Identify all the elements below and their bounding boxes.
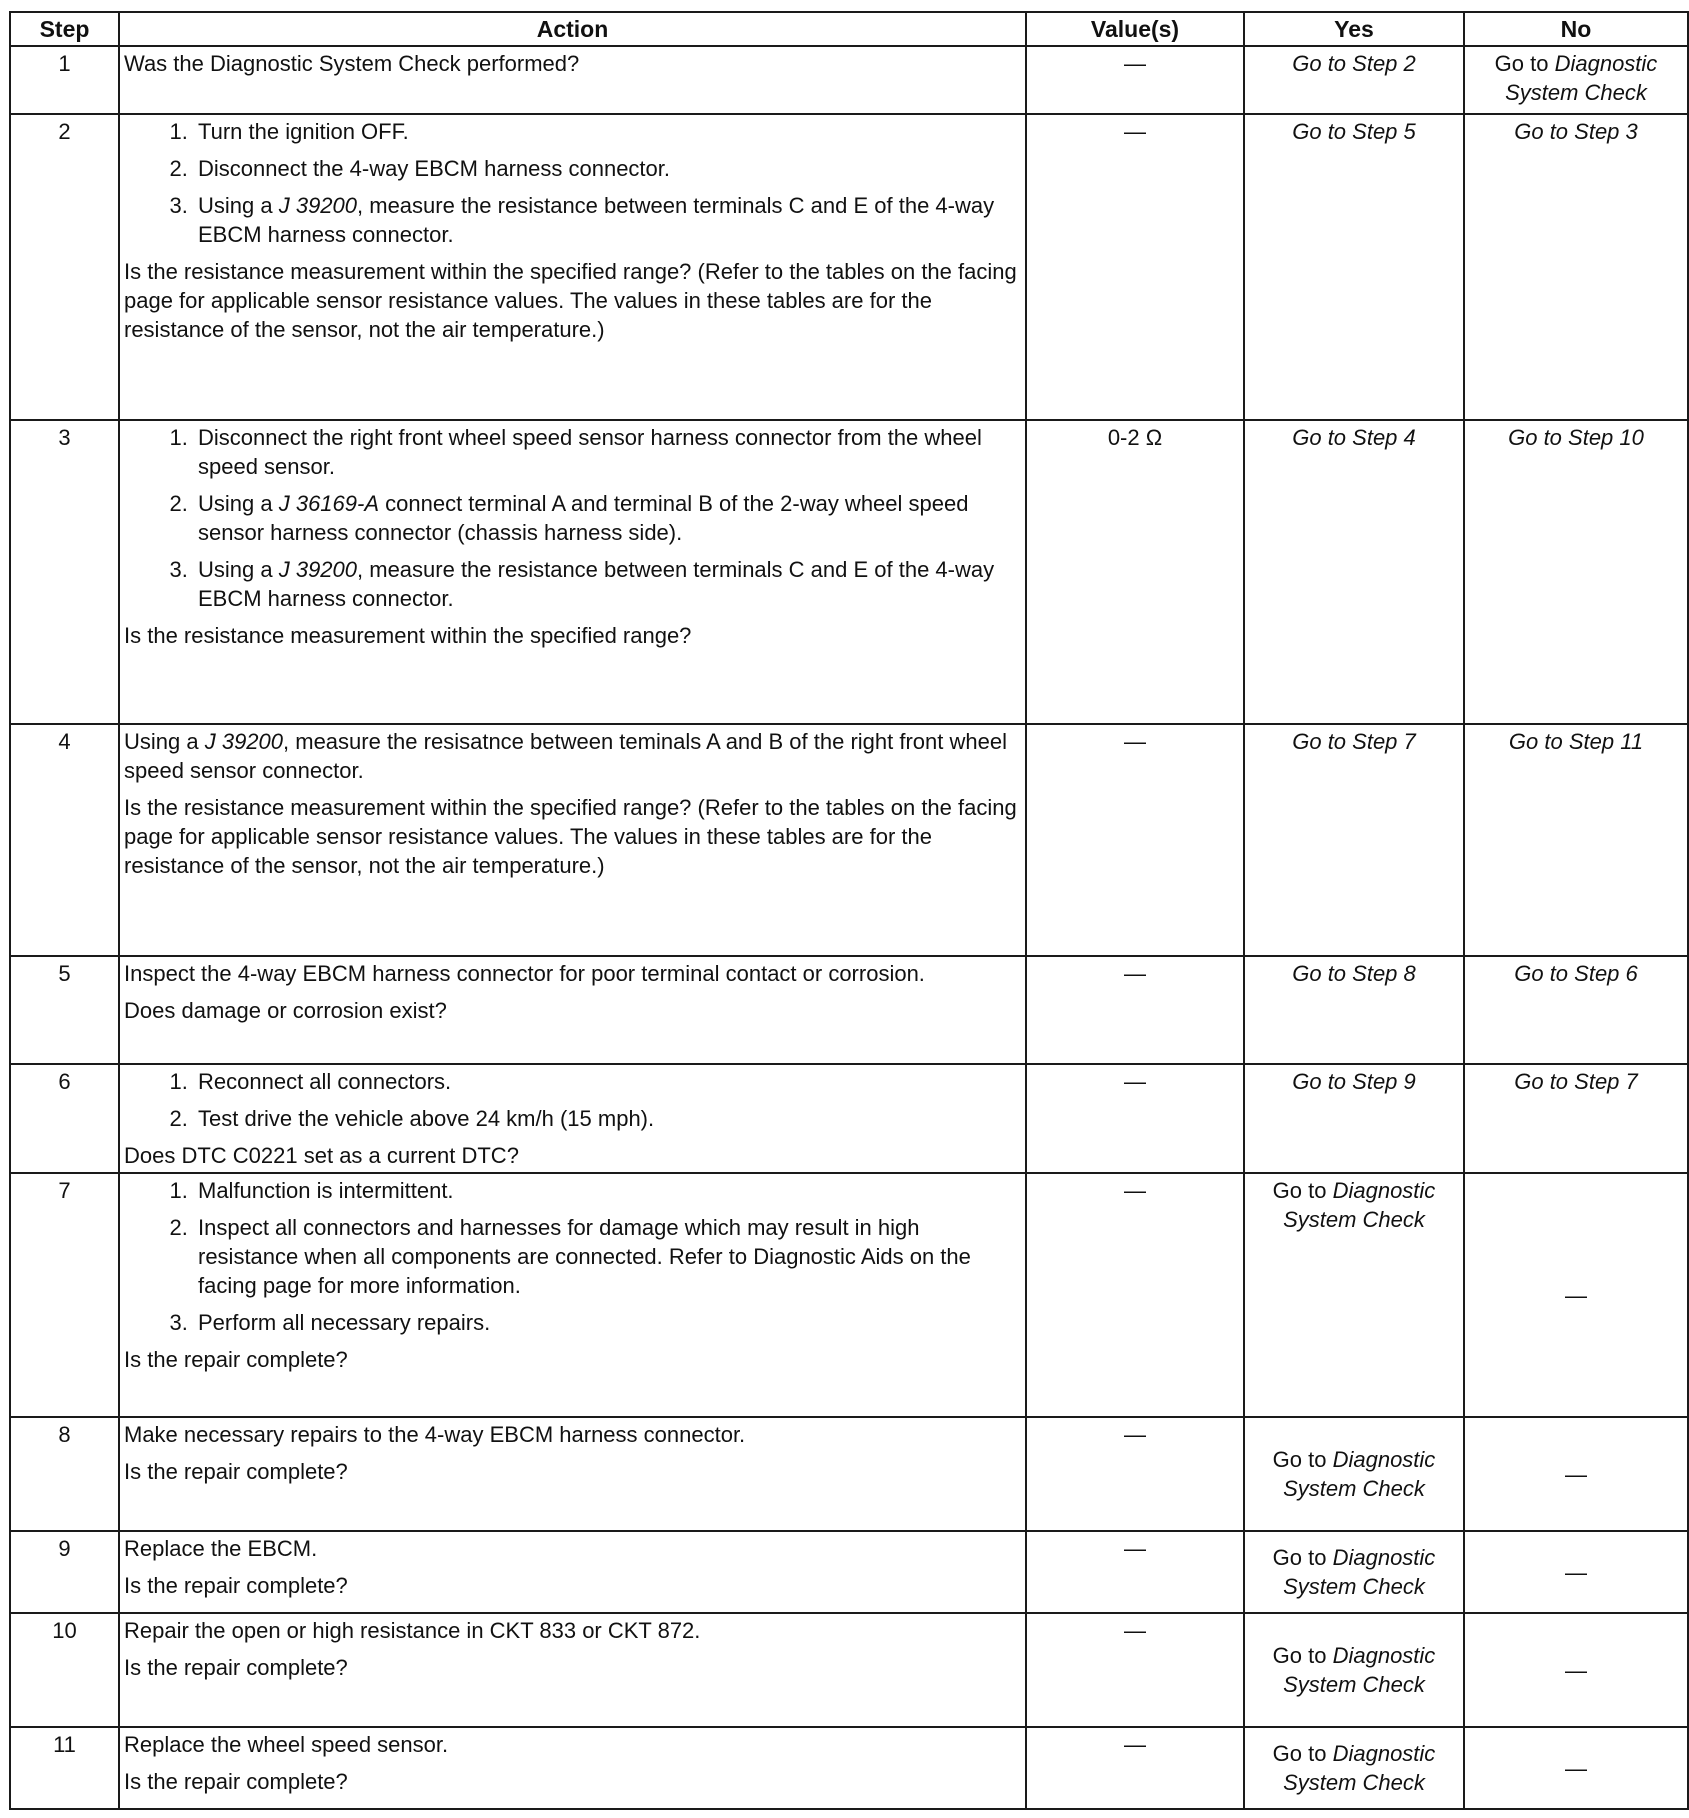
action-cell bbox=[119, 1727, 1026, 1809]
value-cell: — bbox=[1026, 956, 1244, 1064]
action-cell bbox=[119, 46, 1026, 114]
table-row bbox=[10, 1417, 1688, 1531]
header-yes: Yes bbox=[1244, 12, 1464, 46]
value-cell: — bbox=[1026, 46, 1244, 114]
yes-cell: Go to Step 4 bbox=[1244, 420, 1464, 724]
value-cell: — bbox=[1026, 724, 1244, 956]
header-action: Action bbox=[119, 12, 1026, 46]
sub-step: 3. Perform all necessary repairs. bbox=[194, 1308, 1021, 1337]
sub-step-list bbox=[124, 1176, 1021, 1337]
value-cell: 0-2 Ω bbox=[1026, 420, 1244, 724]
question-text: Is the repair complete? bbox=[124, 1769, 348, 1794]
action-cell bbox=[119, 1613, 1026, 1727]
action-text: Replace the wheel speed sensor. bbox=[124, 1732, 449, 1757]
question-text: Is the resistance measurement within the specified range? bbox=[124, 623, 692, 648]
value-cell: — bbox=[1026, 1531, 1244, 1613]
sub-step: 1. Disconnect the right front wheel speed sensor harness connector from the wheel speed sensor. bbox=[194, 423, 1021, 481]
action-cell bbox=[119, 1531, 1026, 1613]
sub-step: 2. Test drive the vehicle above 24 km/h (15 mph). bbox=[194, 1104, 1021, 1133]
action-cell bbox=[119, 1173, 1026, 1417]
question-text: Is the resistance measurement within the specified range? (Refer to the tables on the facing page for applicable sensor resistance values. The values in these tables are for the resistance of the sensor, not the air temperature.) bbox=[124, 795, 1017, 878]
no-cell: Go to Step 10 bbox=[1464, 420, 1688, 724]
no-cell: — bbox=[1464, 1531, 1688, 1613]
step-number: 2 bbox=[10, 114, 119, 420]
value-cell: — bbox=[1026, 1064, 1244, 1173]
table-row bbox=[10, 46, 1688, 114]
question-text: Does DTC C0221 set as a current DTC? bbox=[124, 1143, 519, 1168]
no-cell: Go to Step 7 bbox=[1464, 1064, 1688, 1173]
step-number: 4 bbox=[10, 724, 119, 956]
no-cell: Go to Step 3 bbox=[1464, 114, 1688, 420]
value-cell: — bbox=[1026, 1613, 1244, 1727]
step-number: 1 bbox=[10, 46, 119, 114]
step-number: 9 bbox=[10, 1531, 119, 1613]
header-values: Value(s) bbox=[1026, 12, 1244, 46]
header-step: Step bbox=[10, 12, 119, 46]
value-cell: — bbox=[1026, 1173, 1244, 1417]
step-number: 5 bbox=[10, 956, 119, 1064]
value-cell: — bbox=[1026, 1417, 1244, 1531]
no-cell: Go to Step 6 bbox=[1464, 956, 1688, 1064]
no-cell: Go to Step 11 bbox=[1464, 724, 1688, 956]
no-cell: — bbox=[1464, 1613, 1688, 1727]
action-cell bbox=[119, 724, 1026, 956]
question-text: Does damage or corrosion exist? bbox=[124, 998, 447, 1023]
action-text: Was the Diagnostic System Check performed? bbox=[124, 51, 580, 76]
action-text: Make necessary repairs to the 4-way EBCM harness connector. bbox=[124, 1422, 746, 1447]
action-cell bbox=[119, 1064, 1026, 1173]
question-text: Is the resistance measurement within the specified range? (Refer to the tables on the facing page for applicable sensor resistance values. The values in these tables are for the resistance of the sensor, not the air temperature.) bbox=[124, 259, 1017, 342]
no-cell: Go to Diagnostic System Check bbox=[1464, 46, 1688, 114]
table-row bbox=[10, 724, 1688, 956]
step-number: 10 bbox=[10, 1613, 119, 1727]
question-text: Is the repair complete? bbox=[124, 1459, 348, 1484]
question-text: Is the repair complete? bbox=[124, 1573, 348, 1598]
table-row bbox=[10, 1173, 1688, 1417]
yes-cell: Go to Step 8 bbox=[1244, 956, 1464, 1064]
yes-cell: Go to Step 7 bbox=[1244, 724, 1464, 956]
sub-step: 1. Malfunction is intermittent. bbox=[194, 1176, 1021, 1205]
no-cell: — bbox=[1464, 1173, 1688, 1417]
sub-step: 2. Using a J 36169-A connect terminal A and terminal B of the 2-way wheel speed sensor harness connector (chassis harness side). bbox=[194, 489, 1021, 547]
yes-cell: Go to Diagnostic System Check bbox=[1244, 1417, 1464, 1531]
action-text: Repair the open or high resistance in CKT 833 or CKT 872. bbox=[124, 1618, 701, 1643]
action-cell bbox=[119, 420, 1026, 724]
header-no: No bbox=[1464, 12, 1688, 46]
table-row bbox=[10, 1064, 1688, 1173]
sub-step-list bbox=[124, 423, 1021, 613]
header-row bbox=[10, 12, 1688, 46]
action-cell bbox=[119, 114, 1026, 420]
question-text: Is the repair complete? bbox=[124, 1655, 348, 1680]
yes-cell: Go to Step 2 bbox=[1244, 46, 1464, 114]
action-text: Replace the EBCM. bbox=[124, 1536, 318, 1561]
table-row bbox=[10, 1727, 1688, 1809]
yes-cell: Go to Diagnostic System Check bbox=[1244, 1613, 1464, 1727]
table-row bbox=[10, 420, 1688, 724]
sub-step-list bbox=[124, 117, 1021, 249]
step-number: 8 bbox=[10, 1417, 119, 1531]
sub-step: 2. Disconnect the 4-way EBCM harness connector. bbox=[194, 154, 1021, 183]
table-row bbox=[10, 1613, 1688, 1727]
table-row bbox=[10, 956, 1688, 1064]
question-text: Is the repair complete? bbox=[124, 1347, 348, 1372]
value-cell: — bbox=[1026, 1727, 1244, 1809]
sub-step: 3. Using a J 39200, measure the resistance between terminals C and E of the 4-way EBCM harness connector. bbox=[194, 191, 1021, 249]
step-number: 11 bbox=[10, 1727, 119, 1809]
yes-cell: Go to Diagnostic System Check bbox=[1244, 1173, 1464, 1417]
sub-step: 3. Using a J 39200, measure the resistance between terminals C and E of the 4-way EBCM harness connector. bbox=[194, 555, 1021, 613]
yes-cell: Go to Diagnostic System Check bbox=[1244, 1531, 1464, 1613]
sub-step: 2. Inspect all connectors and harnesses for damage which may result in high resistance when all components are connected. Refer to Diagnostic Aids on the facing page for more information. bbox=[194, 1213, 1021, 1300]
action-cell bbox=[119, 956, 1026, 1064]
sub-step: 1. Turn the ignition OFF. bbox=[194, 117, 1021, 146]
sub-step-list bbox=[124, 1067, 1021, 1133]
step-number: 6 bbox=[10, 1064, 119, 1173]
action-text: Inspect the 4-way EBCM harness connector for poor terminal contact or corrosion. bbox=[124, 961, 925, 986]
action-cell bbox=[119, 1417, 1026, 1531]
sub-step: 1. Reconnect all connectors. bbox=[194, 1067, 1021, 1096]
yes-cell: Go to Step 5 bbox=[1244, 114, 1464, 420]
value-cell: — bbox=[1026, 114, 1244, 420]
no-cell: — bbox=[1464, 1727, 1688, 1809]
action-text: Using a J 39200, measure the resisatnce between teminals A and B of the right front wheel speed sensor connector. bbox=[124, 729, 1007, 783]
step-number: 3 bbox=[10, 420, 119, 724]
table-row bbox=[10, 114, 1688, 420]
table-row bbox=[10, 1531, 1688, 1613]
no-cell: — bbox=[1464, 1417, 1688, 1531]
step-number: 7 bbox=[10, 1173, 119, 1417]
yes-cell: Go to Step 9 bbox=[1244, 1064, 1464, 1173]
yes-cell: Go to Diagnostic System Check bbox=[1244, 1727, 1464, 1809]
diagnostic-table bbox=[9, 11, 1689, 1810]
